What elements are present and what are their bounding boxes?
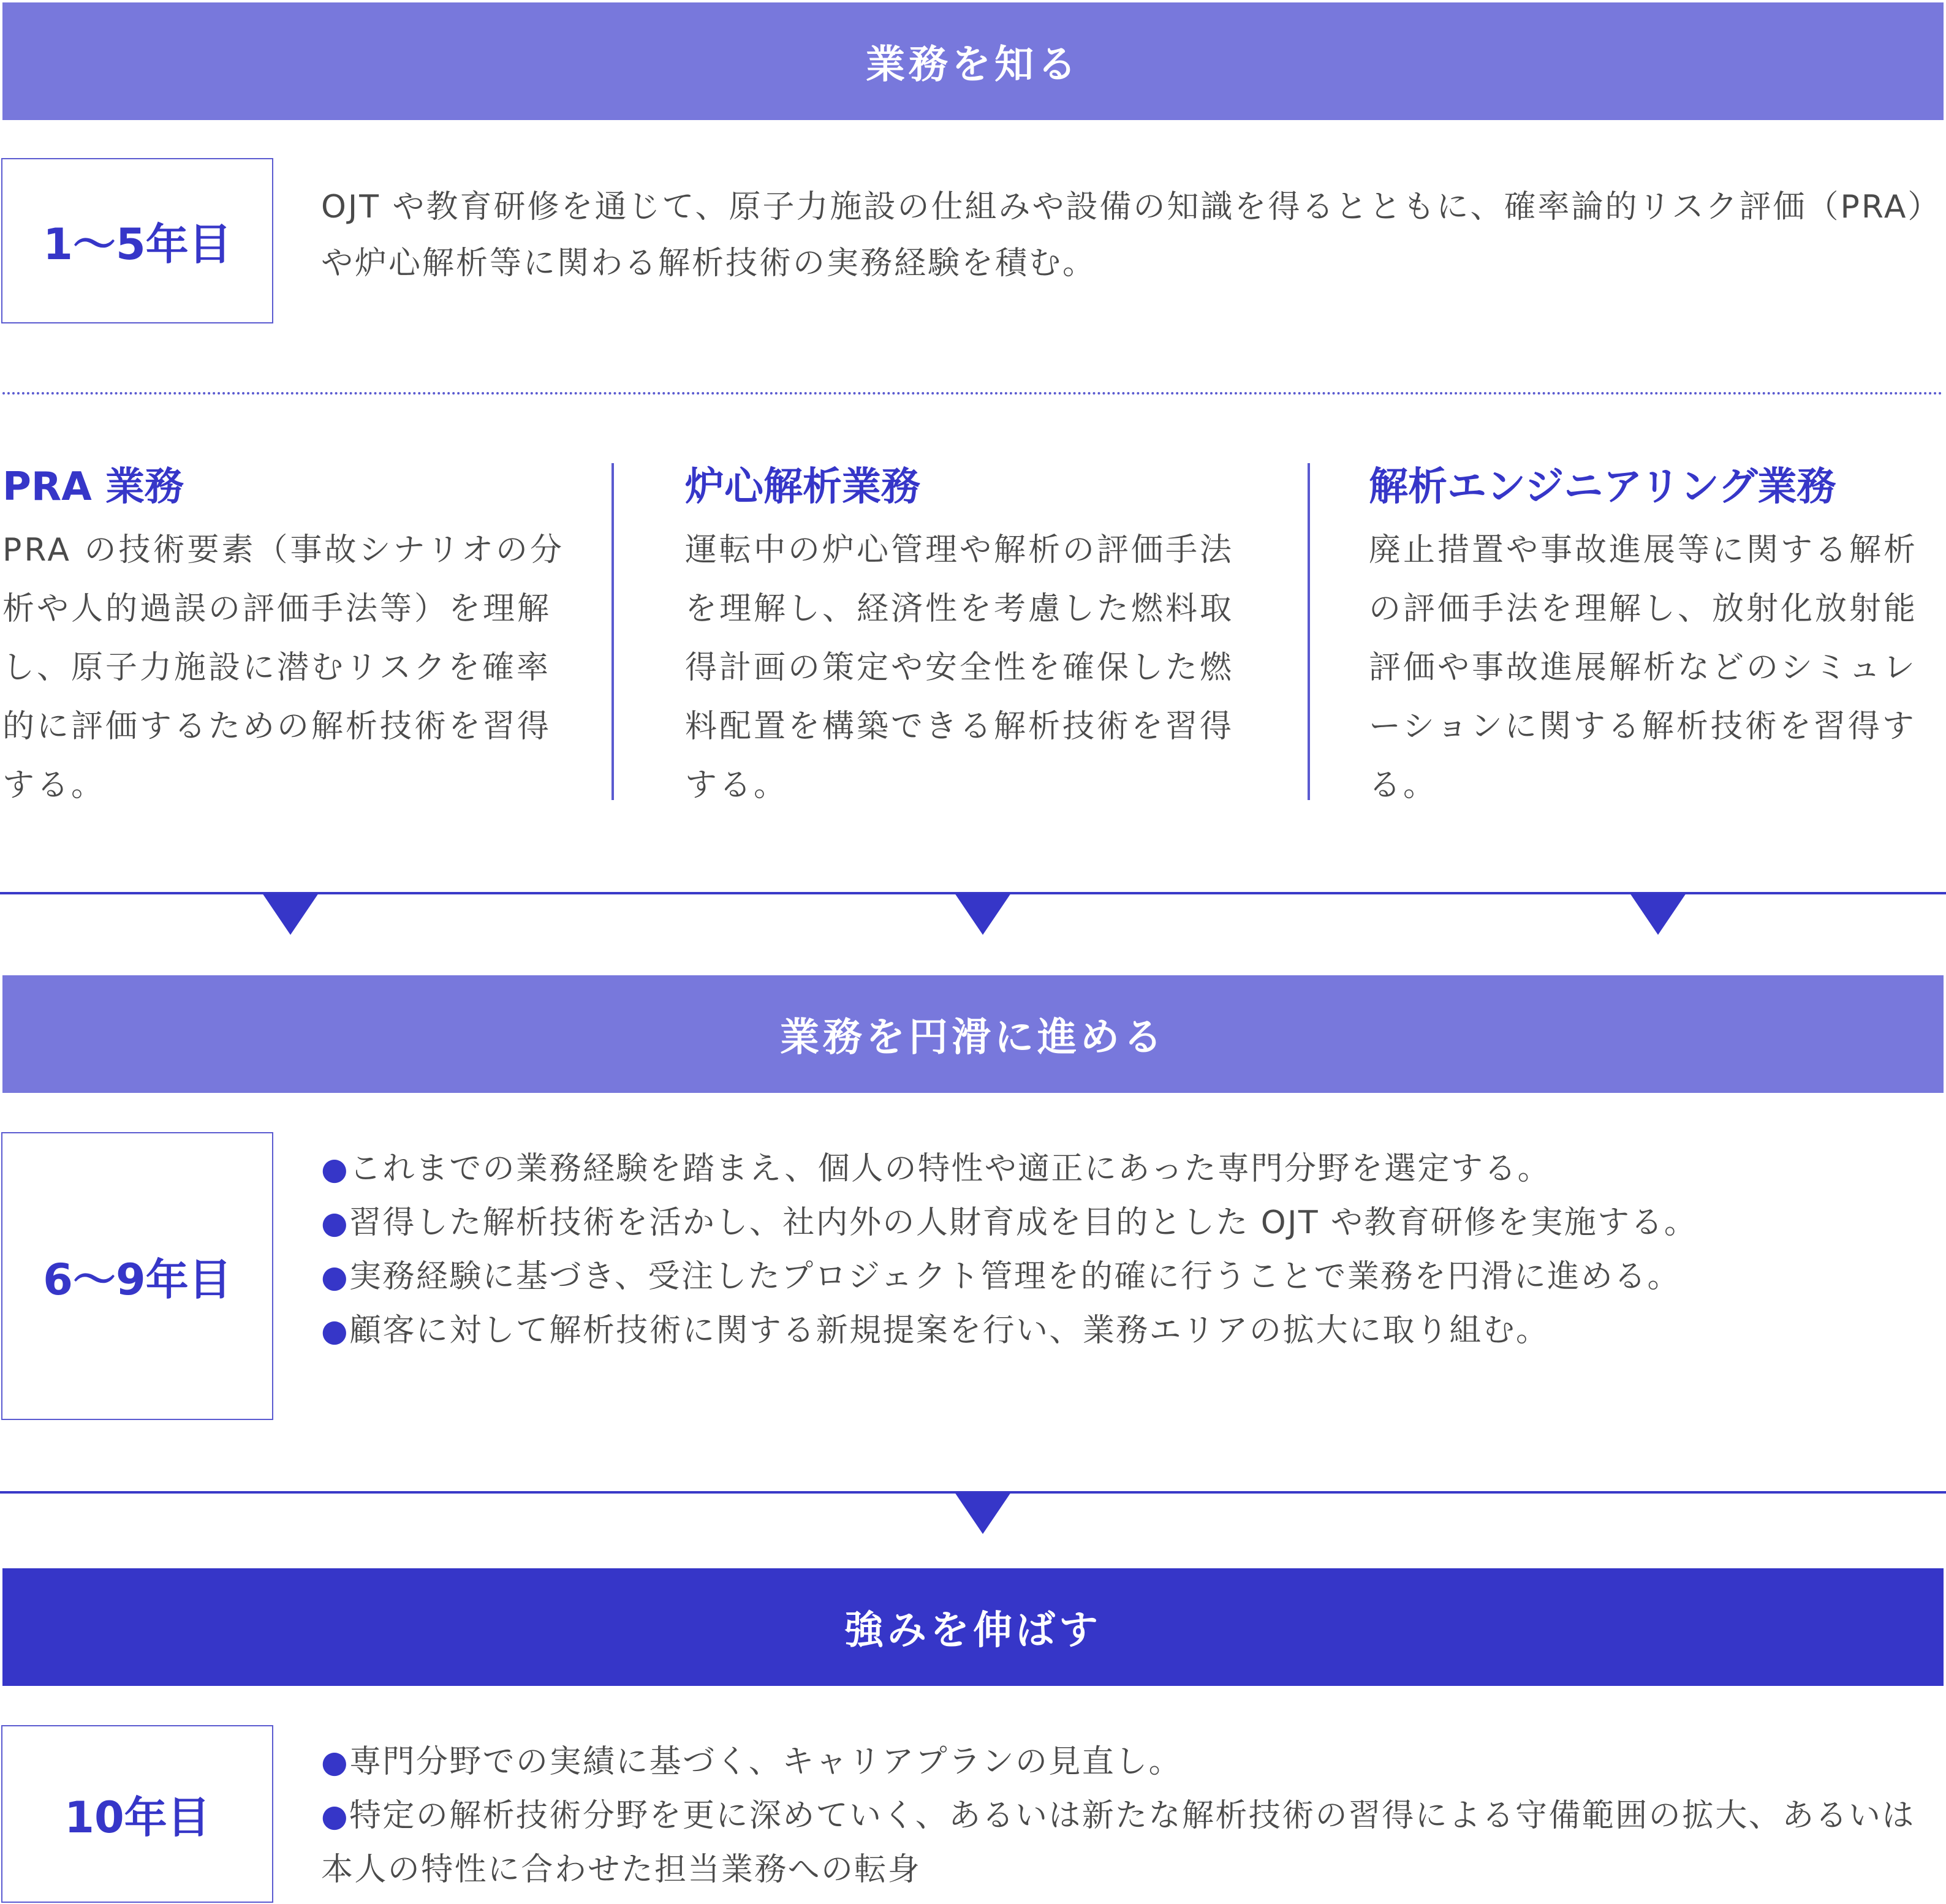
column-core-analysis	[685, 453, 1249, 815]
stage1-banner-title: 業務を知る	[866, 42, 1080, 88]
stage1-year-label: 1～5年目	[43, 219, 232, 270]
column-core-analysis-title: 炉心解析業務	[685, 464, 920, 510]
down-arrow-icon	[955, 893, 1011, 935]
bullet-dot-icon: ●	[321, 1798, 350, 1834]
stage3-banner	[2, 1568, 1944, 1686]
bullet-dot-icon: ●	[321, 1151, 350, 1187]
stage3-year-box	[1, 1725, 273, 1903]
bullet-dot-icon: ●	[321, 1205, 350, 1241]
stage3-banner-title: 強みを伸ばす	[844, 1608, 1102, 1653]
down-arrow-icon	[955, 1492, 1011, 1534]
down-arrow-icon	[262, 893, 319, 935]
column-pra-title: PRA 業務	[2, 464, 184, 510]
column-core-analysis-body: 運転中の炉心管理や解析の評価手法を理解し、経済性を考慮した燃料取得計画の策定や安全性を確保した燃料配置を構築できる解析技術を習得する。	[685, 532, 1235, 804]
stage1-description: OJT や教育研修を通じて、原子力施設の仕組みや設備の知識を得るとともに、確率論的リスク評価（PRA）や炉心解析等に関わる解析技術の実務経験を積む。	[321, 189, 1926, 282]
column-divider	[611, 463, 614, 800]
bullet-dot-icon: ●	[321, 1313, 350, 1348]
stage2-banner	[2, 975, 1944, 1093]
stage2-year-box	[1, 1132, 273, 1420]
stage1-banner	[2, 2, 1944, 120]
stage2-bullet-list	[321, 1142, 1939, 1358]
list-item: ●顧客に対して解析技術に関する新規提案を行い、業務エリアの拡大に取り組む。	[321, 1312, 1550, 1349]
dotted-divider	[2, 392, 1944, 395]
column-divider	[1308, 463, 1310, 800]
column-pra-body: PRA の技術要素（事故シナリオの分析や人的過誤の評価手法等）を理解し、原子力施設に潜むリスクを確率的に評価するための解析技術を習得する。	[2, 532, 564, 804]
stage2-year-label: 6～9年目	[43, 1254, 232, 1305]
stage3-year-label: 10年目	[64, 1792, 210, 1843]
column-analysis-engineering	[1369, 453, 1933, 815]
column-analysis-engineering-title: 解析エンジニアリング業務	[1369, 464, 1836, 510]
stage1-year-box	[1, 158, 273, 323]
list-item: ●専門分野での実績に基づく、キャリアプランの見直し。	[321, 1743, 1182, 1780]
stage2-banner-title: 業務を円滑に進める	[780, 1015, 1166, 1060]
bullet-dot-icon: ●	[321, 1259, 350, 1294]
list-item: ●実務経験に基づき、受注したプロジェクト管理を的確に行うことで業務を円滑に進める。	[321, 1258, 1681, 1295]
list-item: ●特定の解析技術分野を更に深めていく、あるいは新たな解析技術の習得による守備範囲の拡大、あるいは本人の特性に合わせた担当業務への転身	[321, 1797, 1915, 1888]
stage3-bullet-list	[321, 1735, 1939, 1897]
column-analysis-engineering-body: 廃止措置や事故進展等に関する解析の評価手法を理解し、放射化放射能評価や事故進展解析などのシミュレーションに関する解析技術を習得する。	[1369, 532, 1918, 804]
list-item: ●習得した解析技術を活かし、社内外の人財育成を目的とした OJT や教育研修を実施する。	[321, 1204, 1698, 1241]
down-arrow-icon	[1630, 893, 1686, 935]
list-item: ●これまでの業務経験を踏まえ、個人の特性や適正にあった専門分野を選定する。	[321, 1150, 1551, 1187]
bullet-dot-icon: ●	[321, 1744, 350, 1780]
column-pra	[2, 453, 566, 815]
